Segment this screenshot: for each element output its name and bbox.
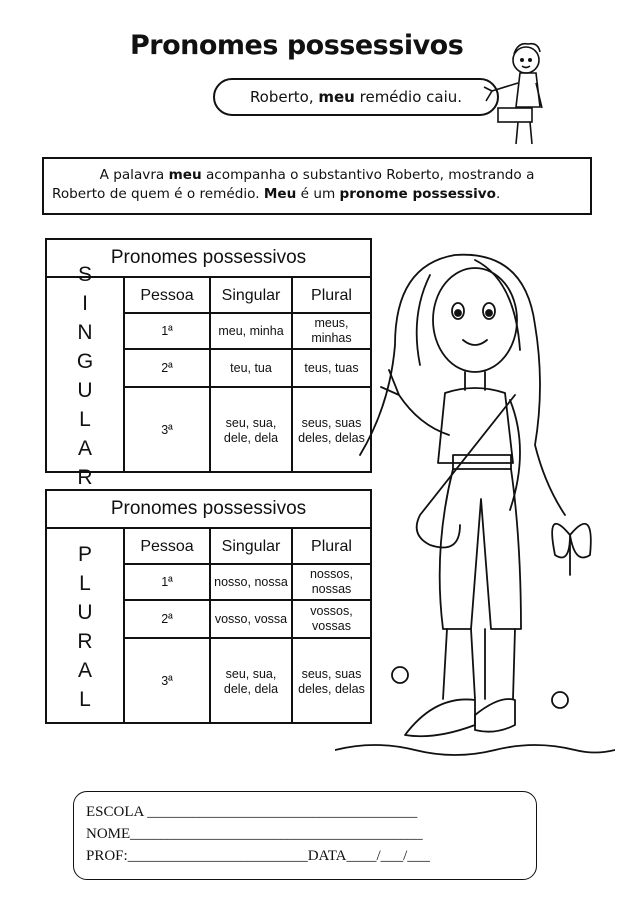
side-letter: G — [76, 349, 94, 373]
explanation-line-1 — [52, 166, 582, 185]
text: Roberto de quem é o remédio. — [52, 186, 264, 202]
side-letter: U — [77, 378, 93, 402]
cell: seus, suas deles, delas — [292, 638, 370, 724]
side-letter: I — [82, 291, 88, 315]
pronoun-grid — [125, 529, 370, 724]
side-letter: L — [79, 407, 91, 431]
header-cell: Plural — [292, 278, 370, 313]
cell: vossos, vossas — [292, 600, 370, 638]
name-field[interactable]: NOME_______________________________________ — [86, 826, 423, 842]
side-label-plural — [47, 529, 125, 724]
side-letter: R — [77, 629, 93, 653]
side-letter: U — [77, 600, 93, 624]
bubble-text-bold: meu — [318, 88, 355, 106]
table-row — [125, 313, 370, 349]
school-field[interactable]: ESCOLA ____________________________________ — [86, 804, 418, 820]
cell: 3ª — [125, 638, 210, 724]
page-title: Pronomes possessivos — [130, 30, 464, 61]
table-title: Pronomes possessivos — [47, 240, 370, 278]
cell: seus, suas deles, delas — [292, 387, 370, 473]
side-letter: L — [79, 687, 91, 711]
cell: teu, tua — [210, 349, 292, 387]
cell: seu, sua, dele, dela — [210, 638, 292, 724]
cell: 2ª — [125, 349, 210, 387]
side-letter: S — [77, 262, 92, 286]
side-letter: A — [77, 658, 92, 682]
table-row — [125, 349, 370, 387]
text: . — [495, 186, 501, 202]
side-letter: L — [79, 571, 91, 595]
side-letter: A — [77, 436, 92, 460]
table-plural — [45, 489, 372, 724]
table-singular — [45, 238, 372, 489]
text: é um — [296, 186, 340, 202]
text: A palavra — [99, 167, 169, 183]
cell: 3ª — [125, 387, 210, 473]
side-letter: P — [77, 542, 92, 566]
bubble-text-post: remédio caiu. — [354, 88, 463, 106]
cell: 1ª — [125, 564, 210, 600]
text: acompanha o substantivo Roberto, mostrando a — [201, 167, 535, 183]
explanation-box — [42, 157, 592, 215]
header-cell: Singular — [210, 529, 292, 564]
cell: meu, minha — [210, 313, 292, 349]
pronoun-grid — [125, 278, 370, 473]
table-header-row — [125, 278, 370, 313]
cell: vosso, vossa — [210, 600, 292, 638]
teacher-date-field[interactable]: PROF:________________________DATA____/___/___ — [86, 848, 430, 864]
header-cell: Pessoa — [140, 537, 194, 555]
boy-illustration — [478, 38, 558, 148]
table-row — [125, 638, 370, 724]
side-letter: R — [77, 465, 93, 489]
text-bold: Meu — [263, 186, 297, 202]
table-title: Pronomes possessivos — [47, 491, 370, 529]
table-header-row — [125, 529, 370, 564]
cell: teus, tuas — [292, 349, 370, 387]
cell: seu, sua, dele, dela — [210, 387, 292, 473]
explanation-line-2 — [52, 185, 582, 204]
cell: meus, minhas — [292, 313, 370, 349]
header-cell: Plural — [292, 529, 370, 564]
girl-illustration — [335, 215, 615, 780]
student-info-form — [73, 791, 537, 880]
bubble-text-pre: Roberto, — [249, 88, 319, 106]
header-cell: Pessoa — [140, 286, 194, 304]
table-row — [125, 564, 370, 600]
text-bold: meu — [168, 167, 202, 183]
header-cell: Singular — [210, 278, 292, 313]
text-bold: pronome possessivo — [339, 186, 496, 202]
side-letter: N — [77, 320, 93, 344]
speech-bubble — [213, 78, 499, 116]
cell: nossos, nossas — [292, 564, 370, 600]
side-label-singular — [47, 262, 125, 489]
cell: 2ª — [125, 600, 210, 638]
table-row — [125, 600, 370, 638]
cell: 1ª — [125, 313, 210, 349]
table-row — [125, 387, 370, 473]
cell: nosso, nossa — [210, 564, 292, 600]
